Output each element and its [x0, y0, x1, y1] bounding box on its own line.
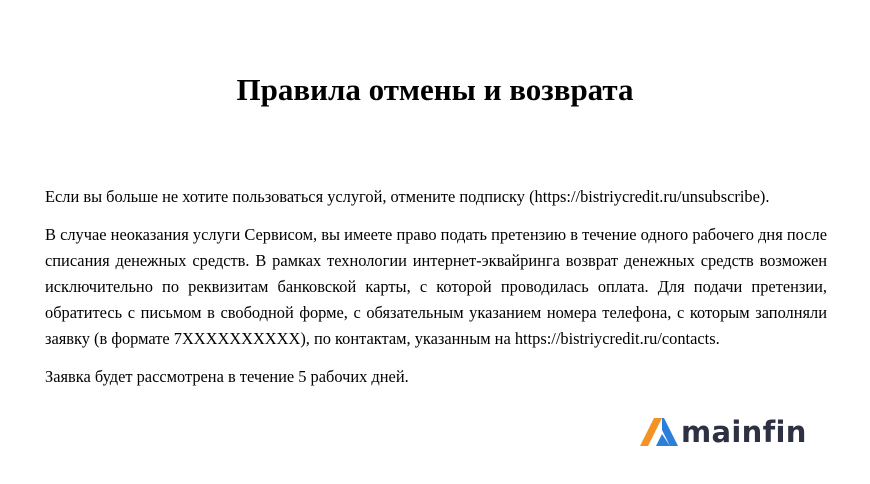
page-title: Правила отмены и возврата — [236, 72, 634, 107]
mainfin-logo-icon — [640, 418, 678, 446]
mainfin-logo-text: mainfin — [681, 415, 807, 449]
mainfin-watermark — [640, 414, 807, 450]
document-body — [45, 184, 827, 390]
paragraph-unsubscribe: Если вы больше не хотите пользоваться услугой, отмените подписку (https://bistriycredit.ru/unsubscribe). — [45, 187, 770, 206]
paragraph-refund-claim: В случае неоказания услуги Сервисом, вы имеете право подать претензию в течение одного рабочего дня после списания денежных средств. В рамках технологии интернет-эквайринга возврат денежных средств возможен исключительно по реквизитам банковской карты, с которой проводилась оплата. Для подачи претензии, обратитесь с письмом в свободной форме, с обязательным указанием номера телефона, с которым заполняли заявку (в формате 7XXXXXXXXXX), по контактам, указанным на https://bistriycredit.ru/contacts. — [45, 225, 827, 348]
paragraph-review-time: Заявка будет рассмотрена в течение 5 рабочих дней. — [45, 367, 409, 386]
